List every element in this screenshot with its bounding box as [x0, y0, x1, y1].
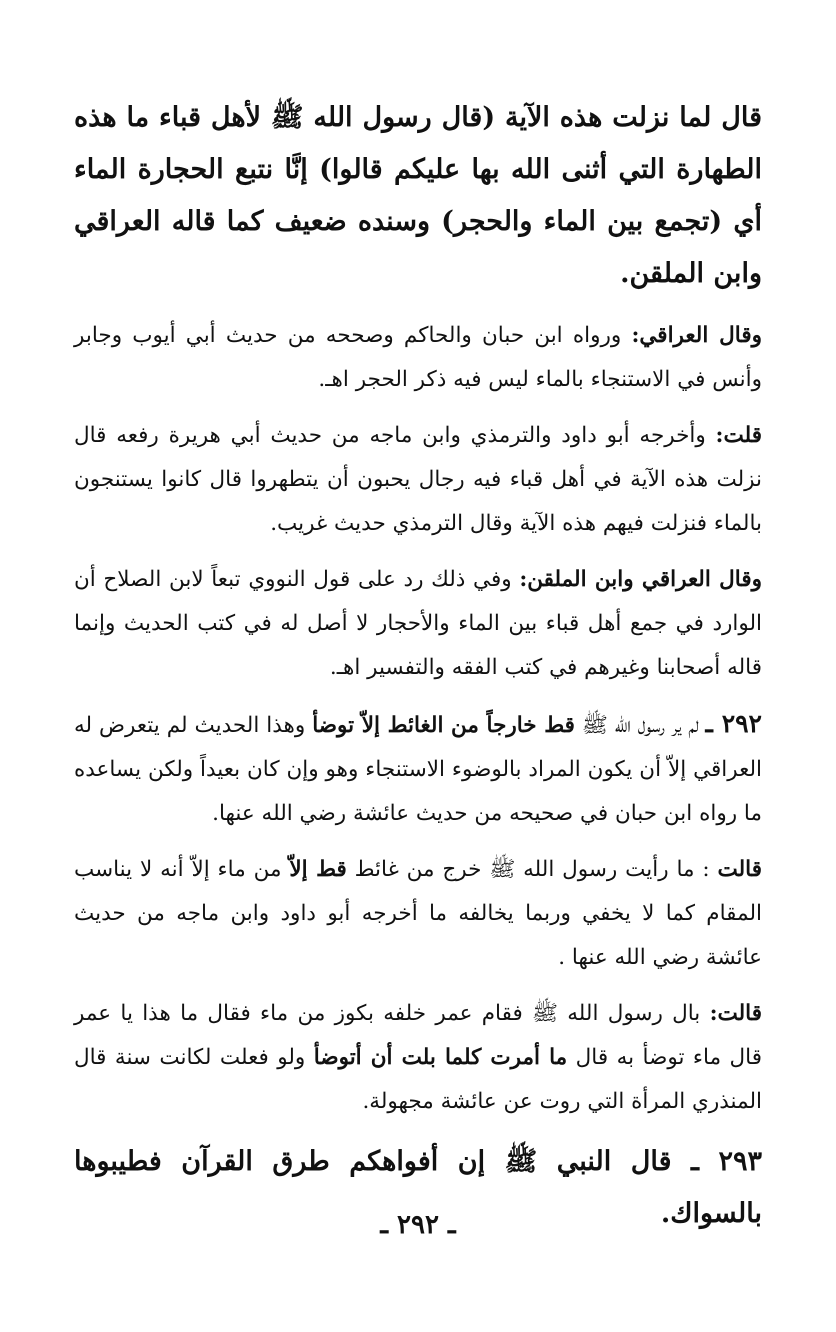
- hadith-number: ٢٩٢ ـ: [705, 709, 762, 738]
- paragraph-aisha-2: [74, 992, 762, 1124]
- paragraph-aisha-1: [74, 848, 762, 980]
- paragraph-qultu: [74, 414, 762, 546]
- paragraph-text: وفي ذلك رد على قول النووي تبعاً لابن الصلاح أن الوارد في جمع أهل قباء بين الماء والأحجار لا أصل له في كتب الحديث وإنما قاله أصحابنا وغيرهم في كتب الفقه والتفسير اهـ.: [74, 567, 762, 680]
- paragraph-iraqi: [74, 314, 762, 402]
- paragraph-lead: قالت:: [709, 1001, 762, 1026]
- paragraph-pre: : ما رأيت رسول الله ﷺ خرج من غائط: [346, 857, 718, 882]
- paragraph-text: وأخرجه أبو داود والترمذي وابن ماجه من حديث أبي هريرة رفعه قال نزلت هذه الآية في أهل قباء فيه رجال يحبون أن يتطهروا قال كانوا يستنجون بالماء فنزلت فيهم هذه الآية وقال الترمذي حديث غريب.: [74, 423, 762, 536]
- hadith-text-bold: قط خارجاً من الغائط إلاّ توضأ: [312, 713, 575, 738]
- hadith-293-heading: ٢٩٣ ـ قال النبي ﷺ إن أفواهكم طرق القرآن فطيبوها بالسواك.: [74, 1146, 762, 1229]
- paragraph-lead: وقال العراقي وابن الملقن:: [519, 567, 762, 592]
- paragraph-pre: بال رسول الله ﷺ فقام عمر خلفه بكوز من ماء فقال ما هذا يا عمر قال ماء توضأ به قال: [74, 1001, 762, 1070]
- paragraph-lead: وقال العراقي:: [631, 323, 763, 348]
- paragraph-iraqi-mulaqqin: [74, 558, 762, 690]
- paragraph-text: ولو فعلت لكانت سنة قال المنذري المرأة التي روت عن عائشة مجهولة.: [74, 1045, 762, 1114]
- paragraph-text: من ماء إلاّ أنه لا يناسب المقام كما لا يخفي وربما يخالفه ما أخرجه أبو داود وابن ماجه من حديث عائشة رضي الله عنها .: [74, 857, 762, 970]
- paragraph-lead: قلت:: [715, 423, 762, 448]
- hadith-heading: قال لما نزلت هذه الآية (قال رسول الله ﷺ لأهل قباء ما هذه الطهارة التي أثنى الله بها عليكم قالوا) إنَّا نتبع الحجارة الماء أي (تجمع بين الماء والحجر) وسنده ضعيف كما قاله العراقي وابن الملقن.: [74, 102, 762, 289]
- inline-bold: قط إلاّ: [289, 857, 347, 882]
- page-number: ـ ٢٩٢ ـ: [380, 1210, 456, 1240]
- paragraph-lead: قالت: [717, 857, 762, 882]
- paragraph-pre: لم ير رسول الله ﷺ: [574, 713, 706, 738]
- paragraph-text: ورواه ابن حبان والحاكم وصححه من حديث أبي أيوب وجابر وأنس في الاستنجاء بالماء ليس فيه ذكر الحجر اهـ.: [74, 323, 762, 392]
- paragraph-text: وهذا الحديث لم يتعرض له العراقي إلاّ أن يكون المراد بالوضوء الاستنجاء وهو وإن كان بعيداً ولكن يساعده ما رواه ابن حبان في صحيحه من حديث عائشة رضي الله عنها.: [74, 713, 762, 826]
- inline-bold: ما أمرت كلما بلت أن أتوضأ: [313, 1045, 568, 1070]
- hadith-292-paragraph: [74, 702, 762, 836]
